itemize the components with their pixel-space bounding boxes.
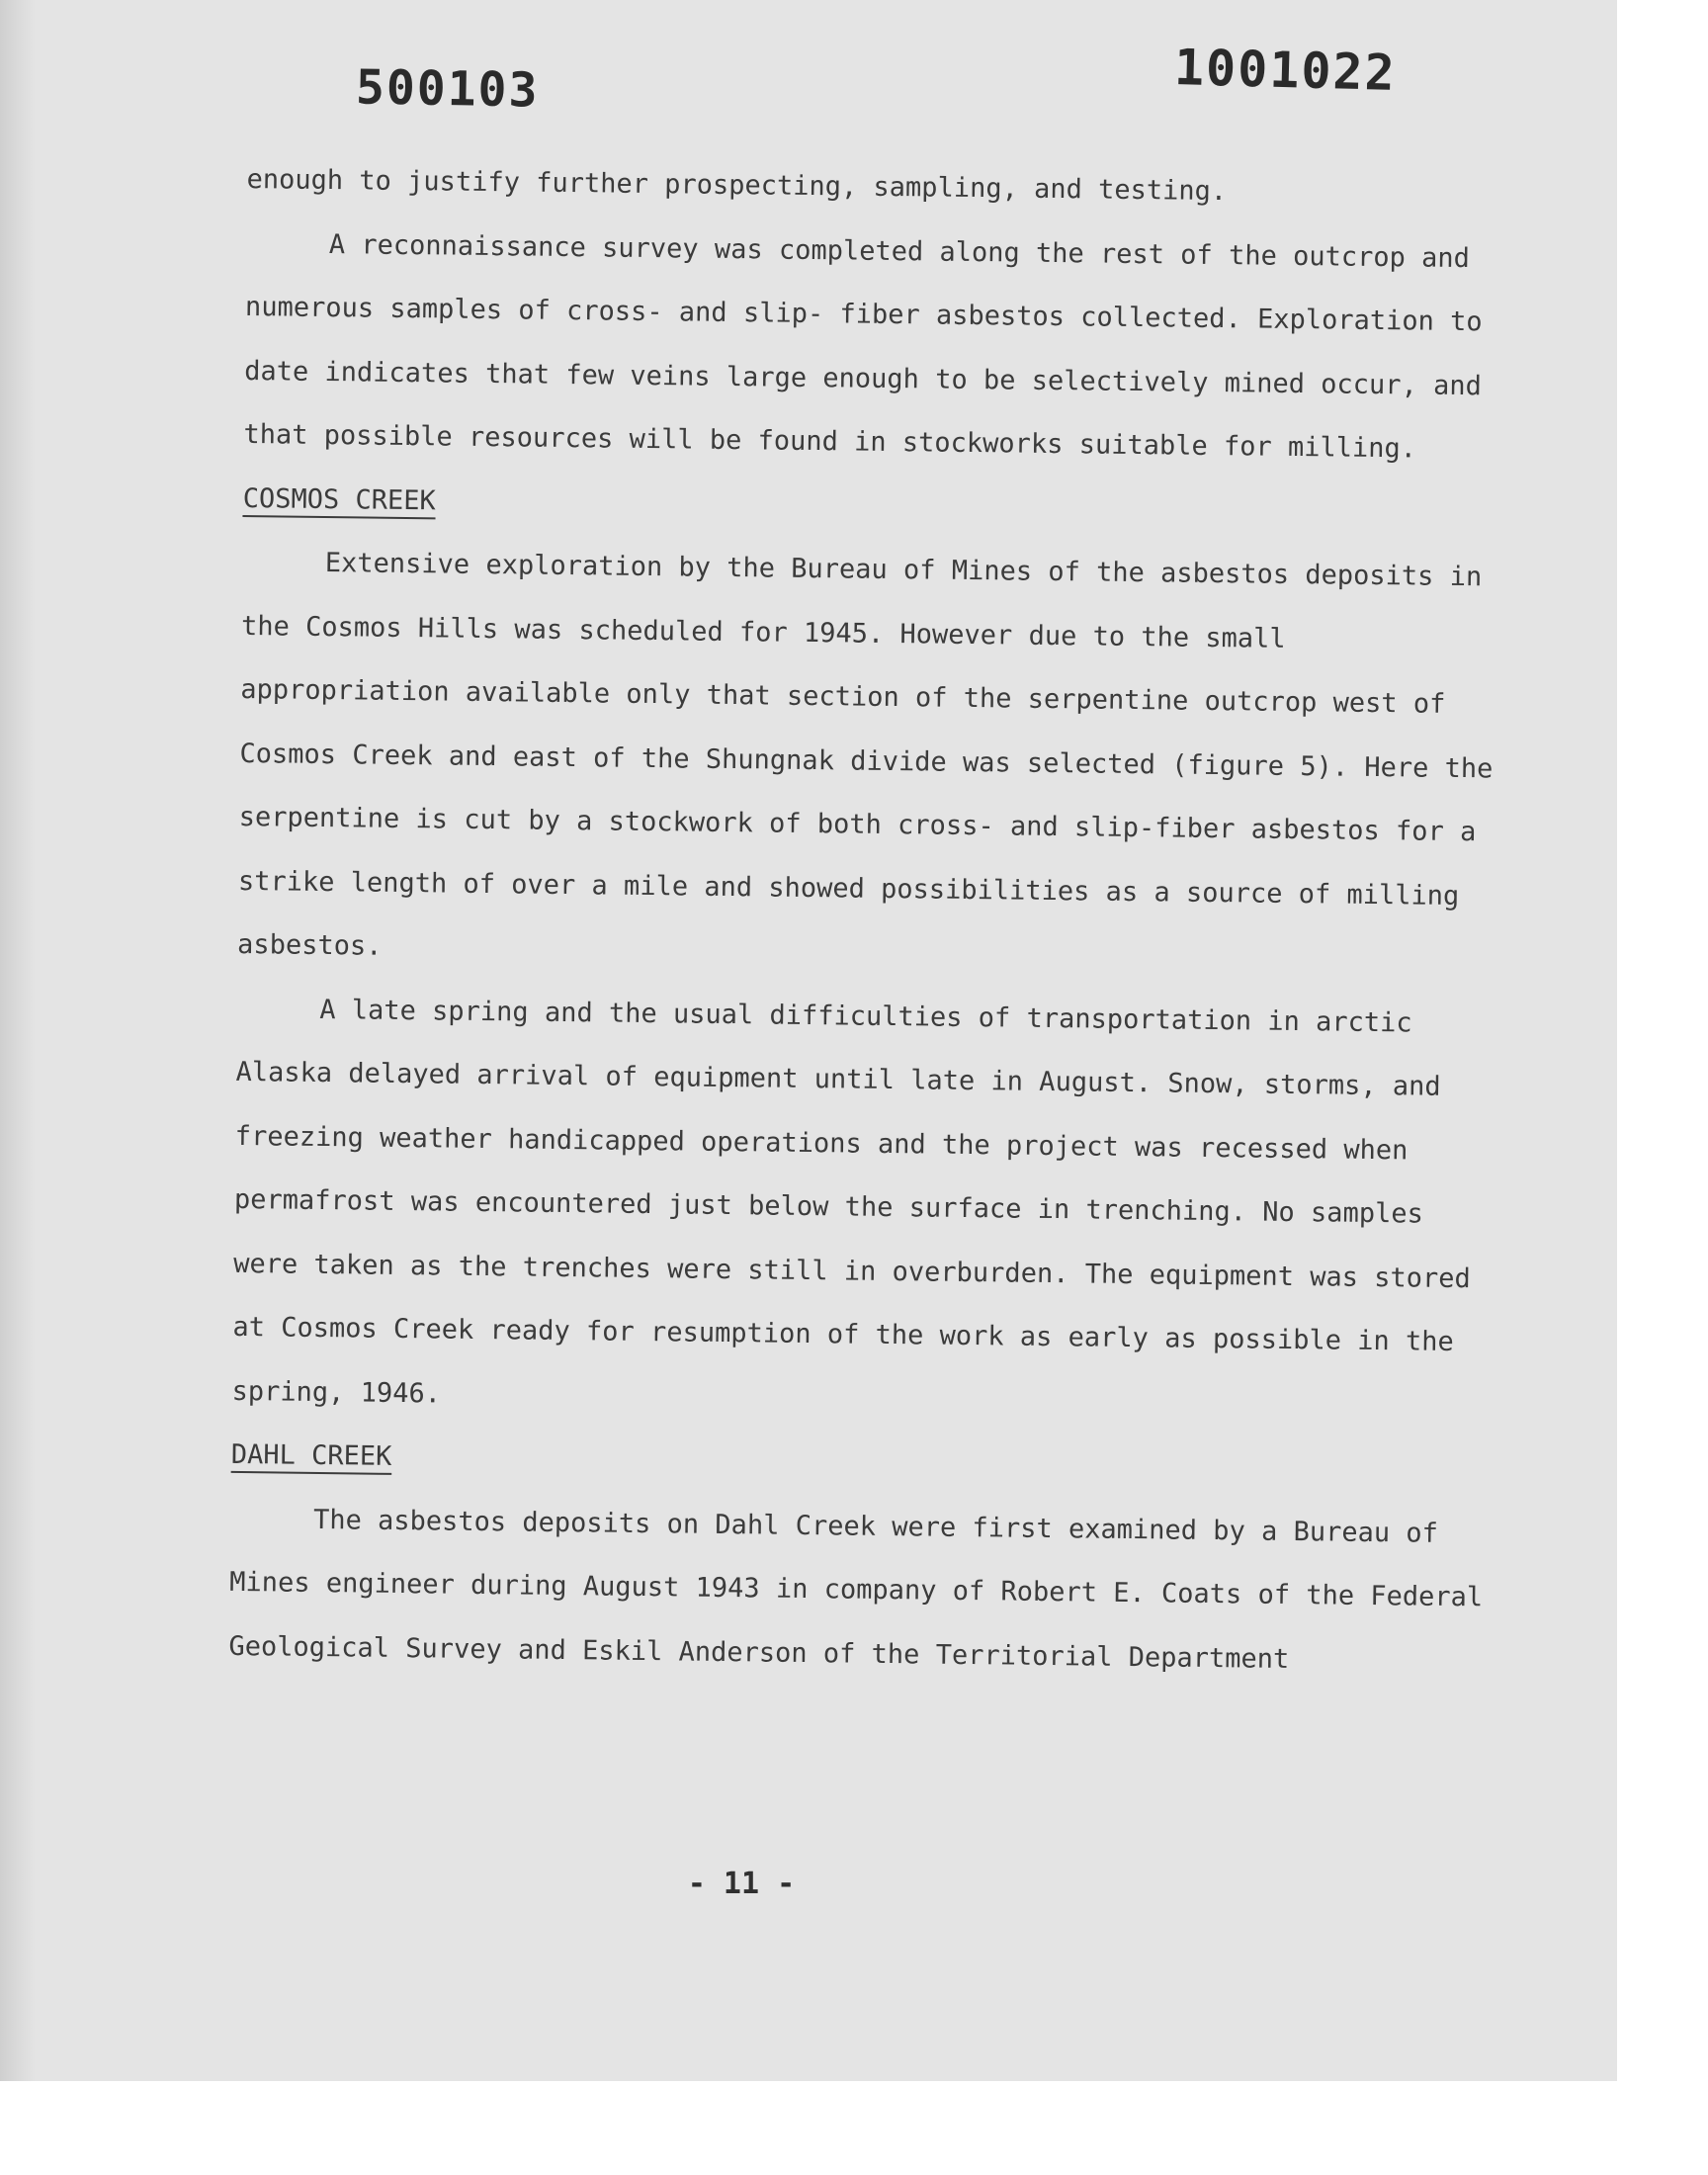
paragraph-cosmos-exploration: Extensive exploration by the Bureau of Mines of the asbestos deposits in the Cosmos Hills was scheduled for 1945. However due to the small appropriation available only that section of the serpentine outcrop west of Cosmos Creek and east of the Shungnak divide was selected (figure 5). Here the serpentine is cut by a stockwork of both cross- and slip-fiber asbestos for a strike length of over a mile and showed possibilities as a source of milling asbestos. <box>236 547 1494 962</box>
section-heading-cosmos-creek: COSMOS CREEK <box>242 482 436 516</box>
paragraph-dahl-creek: The asbestos deposits on Dahl Creek were first examined by a Bureau of Mines engineer during August 1943 in company of Robert E. Coats of the Federal Geological Survey and Eskil Anderson of the Territorial Department <box>228 1504 1484 1675</box>
paragraph-reconnaissance: A reconnaissance survey was completed along the rest of the outcrop and numerous samples of cross- and slip- fiber asbestos collected. Exploration to date indicates that few veins large enough to be selectively mined occur, and that possible resources will be found in stockworks suitable for milling. <box>243 228 1483 465</box>
page-fold-shadow <box>0 0 36 2081</box>
paragraph-continuation: enough to justify further prospecting, sampling, and testing. <box>246 163 1228 208</box>
stamp-number-left: 500103 <box>355 59 540 119</box>
document-body <box>228 148 1502 1694</box>
stamp-number-right: 1001022 <box>1173 39 1398 102</box>
section-heading-dahl-creek: DAHL CREEK <box>230 1438 392 1472</box>
page-number: - 11 - <box>687 1867 796 1901</box>
paragraph-cosmos-operations: A late spring and the usual difficulties of transportation in arctic Alaska delayed arrival of equipment until late in August. Snow, storms, and freezing weather handicapped operations and the project was recessed when permafrost was encountered just below the surface in trenching. No samples were taken as the trenches were still in overburden. The equipment was stored at Cosmos Creek ready for resumption of the work as early as possible in the spring, 1946. <box>231 994 1471 1409</box>
